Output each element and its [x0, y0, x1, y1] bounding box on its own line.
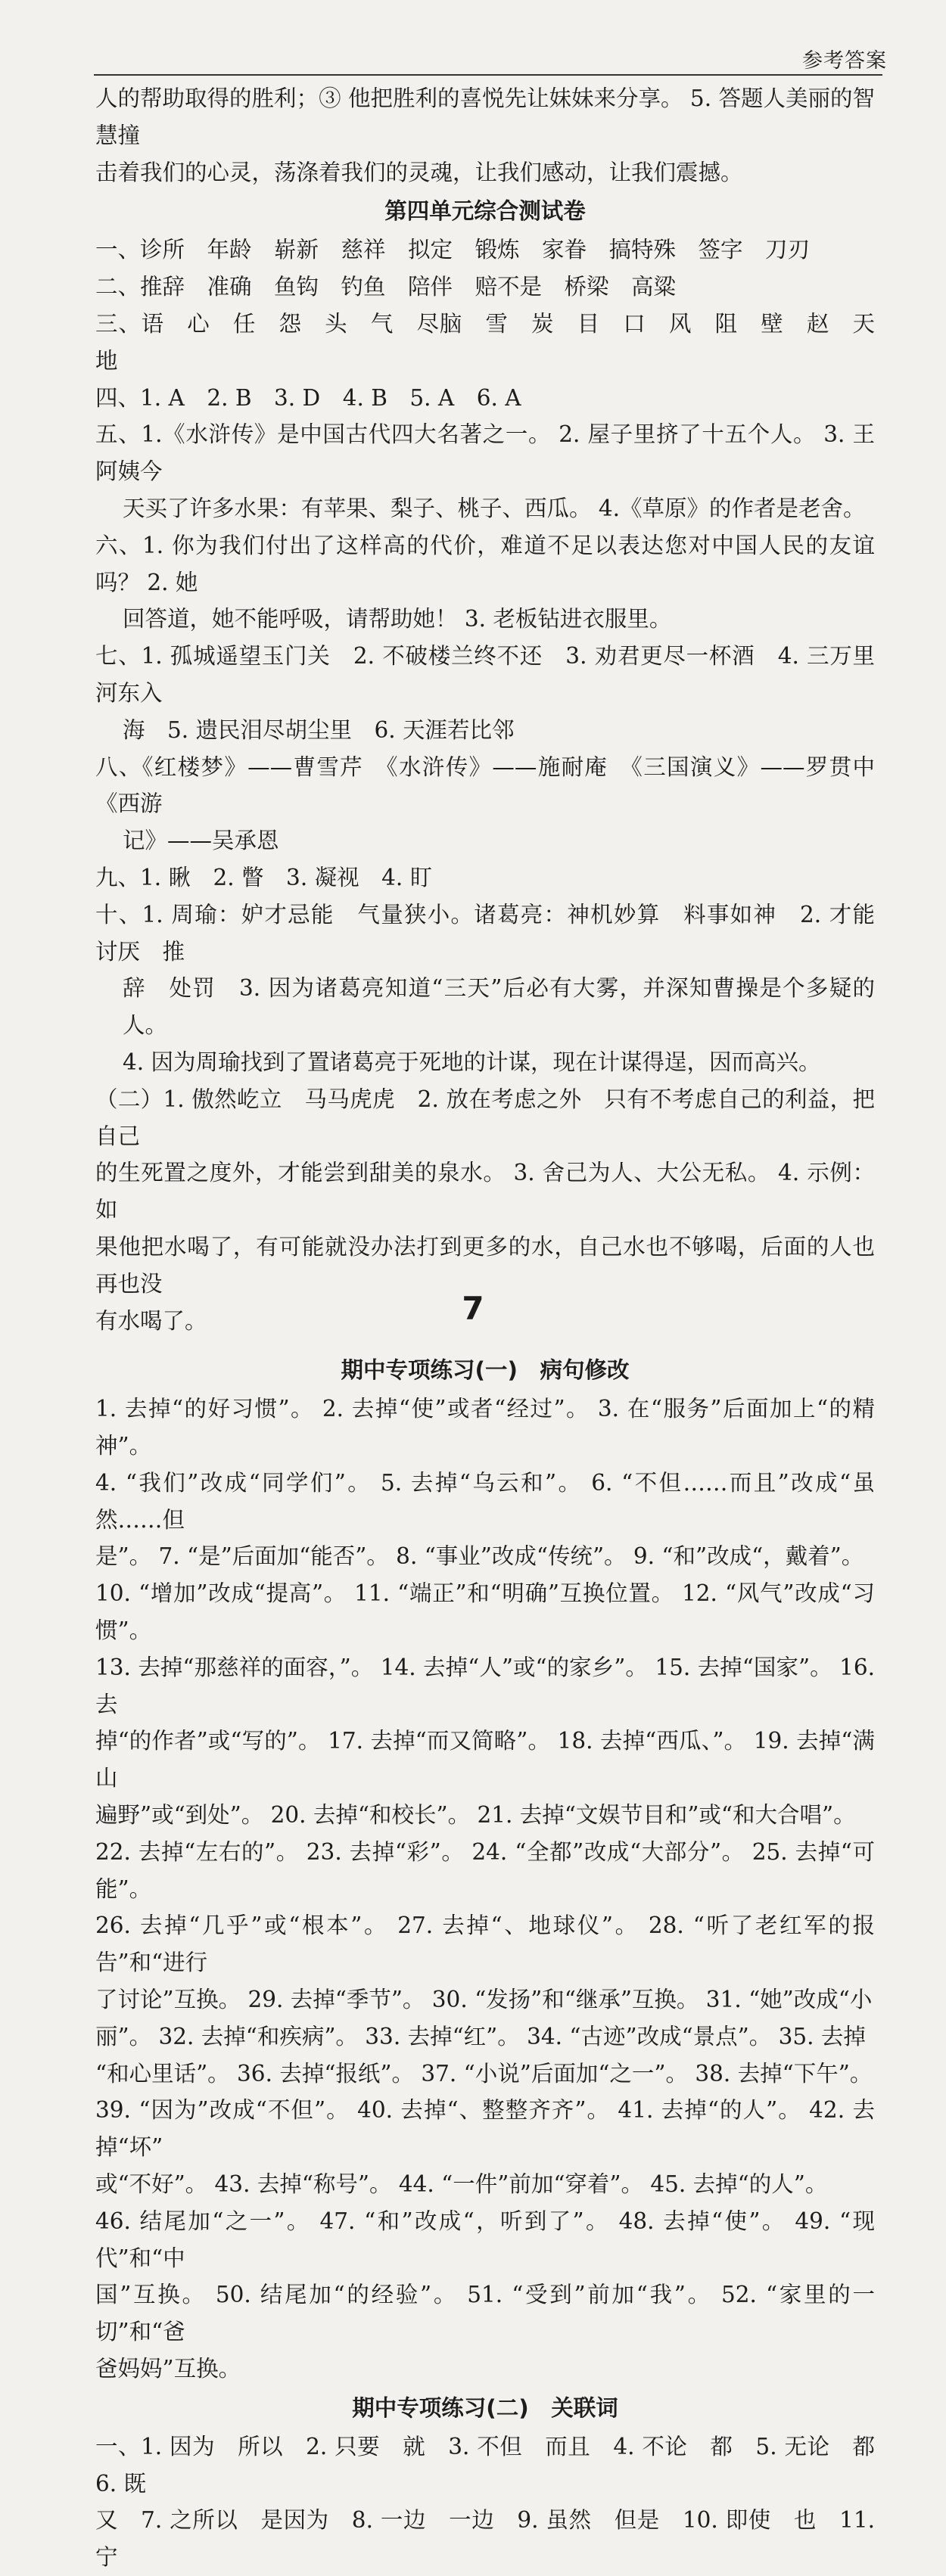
text-line: 遍野”或“到处”。 20. 去掉“和校长”。 21. 去掉“文娱节目和”或“和大合唱”。 [95, 1802, 856, 1829]
text-line: 回答道，她不能呼吸，请帮助她！ 3. 老板钻进衣服里。 [123, 606, 672, 632]
text-line: 的生死置之度外，才能尝到甜美的泉水。 3. 舍己为人、大公无私。 4. 示例：如 [95, 1160, 875, 1223]
text-line: （二）1. 傲然屹立 马马虎虎 2. 放在考虑之外 只有不考虑自己的利益，把自己 [95, 1086, 875, 1149]
header-tag: 参考答案 [802, 49, 887, 73]
text-line: 九、1. 瞅 2. 瞥 3. 凝视 4. 盯 [95, 864, 433, 890]
text-line: 辞 处罚 3. 因为诸葛亮知道“三天”后必有大雾，并深知曹操是个多疑的人。 [123, 975, 875, 1039]
text-line: 海 5. 遗民泪尽胡尘里 6. 天涯若比邻 [123, 716, 515, 743]
text-line: 4. 因为周瑜找到了置诸葛亮于死地的计谋，现在计谋得逞，因而高兴。 [123, 1049, 821, 1075]
text-line: 记》——吴承恩 [123, 828, 279, 854]
text-line: 或“不好”。 43. 去掉“称号”。 44. “一件”前加“穿着”。 45. 去掉“的人”。 [95, 2171, 828, 2198]
text-line: 4. “我们”改成“同学们”。 5. 去掉“乌云和”。 6. “不但……而且”改成“虽然……但 [95, 1469, 875, 1533]
text-line: 39. “因为”改成“不但”。 40. 去掉“、整整齐齐”。 41. 去掉“的人”。 42. 去掉“坏” [95, 2097, 875, 2161]
text-line: 二、推辞 准确 鱼钩 钓鱼 陪伴 赔不是 桥梁 高粱 [95, 274, 677, 300]
text-line: 国”互换。 50. 结尾加“的经验”。 51. “受到”前加“我”。 52. “家里的一切”和“爸 [95, 2282, 875, 2345]
text-line: 人的帮助取得的胜利；③ 他把胜利的喜悦先让妹妹来分享。 5. 答题人美丽的智慧撞 [95, 85, 875, 148]
text-line: 46. 结尾加“之一”。 47. “和”改成“，听到了”。 48. 去掉“使”。 49. “现代”和“中 [95, 2208, 875, 2271]
text-line: 天买了许多水果：有苹果、梨子、桃子、西瓜。 4.《草原》的作者是老舍。 [123, 495, 866, 521]
text-line: 掉“的作者”或“写的”。 17. 去掉“而又简略”。 18. 去掉“西瓜、”。 19. 去掉“满山 [95, 1728, 875, 1791]
header-rule [94, 74, 882, 76]
text-line: 1. 去掉“的好习惯”。 2. 去掉“使”或者“经过”。 3. 在“服务”后面加上“的精神”。 [95, 1396, 875, 1459]
text-line: 22. 去掉“左右的”。 23. 去掉“彩”。 24. “全都”改成“大部分”。 25. 去掉“可能”。 [95, 1838, 875, 1902]
text-line: 了讨论”互换。 29. 去掉“季节”。 30. “发扬”和“继承”互换。 31. “她”改成“小 [95, 1987, 873, 2013]
text-line: 爸妈妈”互换。 [95, 2356, 241, 2382]
text-line: 八、《红楼梦》——曹雪芹 《水浒传》——施耐庵 《三国演义》——罗贯中 《西游 [95, 754, 898, 817]
text-line: 又 7. 之所以 是因为 8. 一边 一边 9. 虽然 但是 10. 即使 也 11. 宁 [95, 2507, 875, 2571]
text-line: 丽”。 32. 去掉“和疾病”。 33. 去掉“红”。 34. “古迹”改成“景点”。 35. 去掉 [95, 2023, 866, 2049]
section-heading-midterm-1: 期中专项练习(一) 病句修改 [341, 1357, 630, 1384]
section-heading-midterm-2: 期中专项练习(二) 关联词 [352, 2394, 618, 2421]
text-line: 一、1. 因为 所以 2. 只要 就 3. 不但 而且 4. 不论 都 5. 无论 都 6. 既 [95, 2433, 898, 2497]
answer-content [95, 80, 898, 2576]
text-line: 五、1.《水浒传》是中国古代四大名著之一。 2. 屋子里挤了十五个人。 3. 王阿姨今 [95, 421, 875, 485]
text-line: 四、1. A 2. B 3. D 4. B 5. A 6. A [95, 384, 521, 411]
text-line: 击着我们的心灵，荡涤着我们的灵魂，让我们感动，让我们震撼。 [95, 159, 743, 185]
section-heading-unit4-test: 第四单元综合测试卷 [384, 198, 586, 225]
text-line: 果他把水喝了，有可能就没办法打到更多的水，自己水也不够喝，后面的人也再也没 [95, 1233, 875, 1297]
text-line: 六、1. 你为我们付出了这样高的代价，难道不足以表达您对中国人民的友谊吗？ 2. 她 [95, 532, 875, 595]
text-line: 是”。 7. “是”后面加“能否”。 8. “事业”改成“传统”。 9. “和”改成“，戴着”。 [95, 1543, 864, 1570]
text-line: 13. 去掉“那慈祥的面容，”。 14. 去掉“人”或“的家乡”。 15. 去掉“国家”。 16. 去 [95, 1654, 875, 1717]
text-line: 10. “增加”改成“提高”。 11. “端正”和“明确”互换位置。 12. “风气”改成“习惯”。 [95, 1580, 875, 1644]
text-line: 26. 去掉“几乎”或“根本”。 27. 去掉“、地球仪”。 28. “听了老红军的报告”和“进行 [95, 1913, 875, 1976]
text-line: 十、1. 周瑜：妒才忌能 气量狭小。诸葛亮：神机妙算 料事如神 2. 才能 讨厌 推 [95, 901, 898, 965]
text-line: 有水喝了。 [95, 1307, 207, 1334]
page-number: 7 [462, 1290, 484, 1327]
text-line: 七、1. 孤城遥望玉门关 2. 不破楼兰终不还 3. 劝君更尽一杯酒 4. 三万里河东入 [95, 643, 875, 706]
text-line: 一、诊所 年龄 崭新 慈祥 拟定 锻炼 家眷 搞特殊 签字 刀刃 [95, 237, 811, 263]
text-line: 三、语 心 任 怨 头 气 尽脑 雪 炭 目 口 风 阻 壁 赵 天 地 [95, 310, 898, 374]
text-line: “和心里话”。 36. 去掉“报纸”。 37. “小说”后面加“之一”。 38. 去掉“下午”。 [95, 2060, 873, 2087]
